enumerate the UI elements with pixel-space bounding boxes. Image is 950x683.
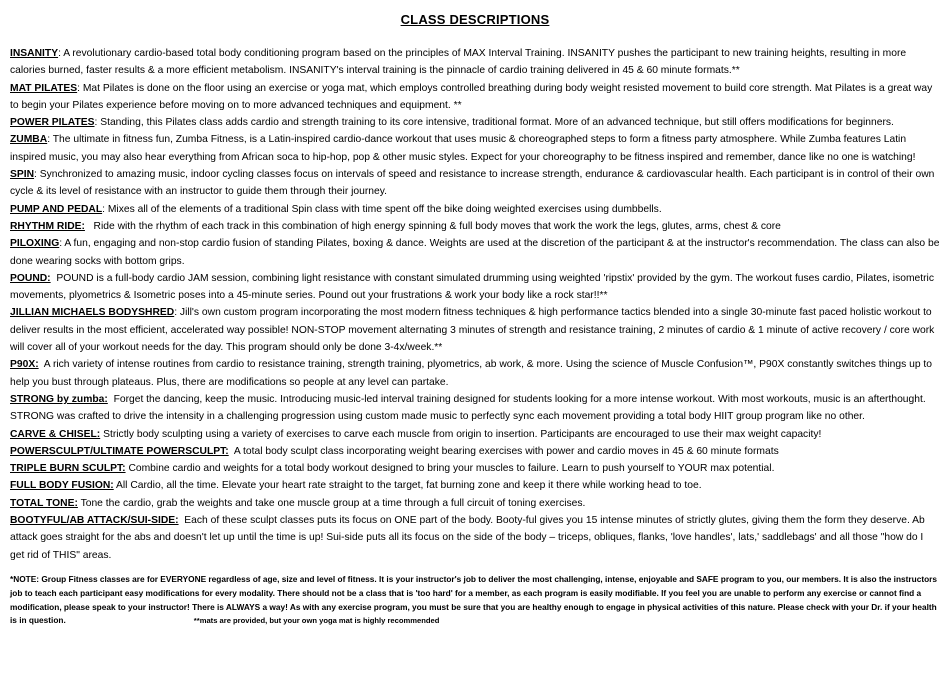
- class-entry: [10, 80, 940, 115]
- class-name: BOOTYFUL/AB ATTACK/SUI-SIDE:: [10, 515, 179, 527]
- class-entry: [10, 391, 940, 426]
- class-name: POUND:: [10, 272, 51, 284]
- class-entry: [10, 218, 940, 235]
- class-entry: [10, 426, 940, 443]
- class-name: RHYTHM RIDE:: [10, 220, 85, 232]
- class-name-separator: :: [94, 117, 101, 129]
- class-name: POWER PILATES: [10, 117, 95, 129]
- class-description: Forget the dancing, keep the music. Introducing music-led interval training designed for students looking for a more intense workout. With most workouts, music is an afterthought. STRONG was crafted to drive the intensity in a challenging progression using custom made music to perfectly sync each movement providing a total body HIIT group program like no other.: [10, 393, 926, 423]
- class-name-separator: :: [47, 134, 53, 146]
- class-name: TOTAL TONE:: [10, 497, 78, 509]
- class-description: A fun, engaging and non-stop cardio fusion of standing Pilates, boxing & dance. Weights are used at the discretion of the participant & at the instructor's recommendation. The class can also be done wearing socks with bottom grips.: [10, 238, 940, 267]
- class-entry: [10, 495, 940, 512]
- class-name: STRONG by zumba:: [10, 393, 108, 405]
- class-entry: [10, 477, 940, 494]
- class-name-separator: :: [102, 203, 108, 215]
- class-entry: [10, 114, 940, 131]
- class-description: The ultimate in fitness fun, Zumba Fitness, is a Latin-inspired cardio-dance workout that uses music & choreographed steps to form a fitness party atmosphere. While Zumba features Latin inspired music, you may also hear everything from African soca to hip-hop, pop & other music styles. Expect for your choreography to be fitness inspired and remember, dance like no one is watching!: [10, 134, 916, 163]
- class-name: MAT PILATES: [10, 82, 78, 94]
- class-description: Each of these sculpt classes puts its focus on ONE part of the body. Booty-ful gives you 15 intense minutes of strictly glutes, giving them the form they deserve. Ab attack goes straight for the abs and doesn't let up until the time is up! Sui-side puts all its focus on the side of the body – triceps, obliques, flanks, 'love handles', lats,' saddlebags' and all those "how do I get rid of THIS" areas.: [10, 515, 925, 561]
- class-name-separator: [85, 221, 94, 232]
- class-name-separator: :: [174, 307, 180, 319]
- class-description: Standing, this Pilates class adds cardio and strength training to its core intensive, traditional format. More of an advanced technique, but still offers modifications for beginners.: [100, 117, 894, 129]
- class-name: PILOXING: [10, 238, 60, 250]
- class-name: POWERSCULPT/ULTIMATE POWERSCULPT:: [10, 445, 229, 457]
- class-description: POUND is a full-body cardio JAM session, combining light resistance with constant simulated drumming using weighted 'ripstix' provided by the gym. The workout fuses cardio, Pilates, isometric movements, plyometrics & Isometric poses into a 45-minute series. Pound out your frustrations & work your body like a rock star!!**: [10, 272, 934, 302]
- class-name-separator: :: [77, 82, 83, 94]
- class-name: JILLIAN MICHAELS BODYSHRED: [10, 307, 175, 319]
- class-entry: [10, 166, 940, 201]
- class-description: Strictly body sculpting using a variety of exercises to carve each muscle from origin to insertion. Participants are encouraged to use their max weight capacity!: [103, 428, 822, 440]
- class-name-separator: :: [59, 238, 65, 250]
- class-name: CARVE & CHISEL:: [10, 428, 101, 440]
- class-name-separator: :: [34, 169, 40, 181]
- class-name: SPIN: [10, 169, 35, 181]
- footer-note: [10, 573, 940, 628]
- class-description: A revolutionary cardio-based total body conditioning program based on the principles of MAX Interval Training. INSANITY pushes the participant to new training heights, resulting in more calories burned, faster results & a more efficient metabolism. INSANITY's interval training is the pinnacle of cardio training delivered in 45 & 60 minute formats.**: [10, 48, 907, 77]
- class-description: A total body sculpt class incorporating weight bearing exercises with power and cardio moves in 45 & 60 minute formats: [233, 445, 779, 457]
- class-description: A rich variety of intense routines from cardio to resistance training, strength training, plyometrics, ab work, & more. Using the science of Muscle Confusion™, P90X constantly switches things up to help you bust through plateaus. Plus, there are modifications so people at any level can partake.: [10, 359, 933, 388]
- class-entry: [10, 131, 940, 166]
- class-entry: [10, 356, 940, 391]
- class-entry: [10, 45, 940, 80]
- page-title: CLASS DESCRIPTIONS: [400, 12, 550, 27]
- class-entry: [10, 304, 940, 356]
- class-name: TRIPLE BURN SCULPT:: [10, 463, 126, 475]
- class-entry: [10, 443, 940, 460]
- class-description: Mixes all of the elements of a traditional Spin class with time spent off the bike doing weighted exercises using dumbbells.: [107, 203, 662, 215]
- class-description: Jill's own custom program incorporating the most modern fitness techniques & high performance tactics blended into a single 30-minute fast paced holistic workout to deliver results in the most efficient, accelerated way possible! NON-STOP movement alternating 3 minutes of strength and resistance training, 2 minutes of cardio & 1 minute of active recovery / core work will cover all of your workout needs for the day. This program should only be done 3-4x/week.**: [10, 307, 935, 354]
- class-name: PUMP AND PEDAL: [10, 203, 103, 215]
- mats-note: **mats are provided, but your own yoga mat is highly recommended: [193, 616, 440, 626]
- class-description: Tone the cardio, grab the weights and take one muscle group at a time through a full circuit of toning exercises.: [80, 497, 586, 509]
- note-text: *NOTE: Group Fitness classes are for EVERYONE regardless of age, size and level of fitness. It is your instructor's job to deliver the most challenging, intense, enjoyable and SAFE program to you, our members. It is also the instructors job to teach each participant easy modifications for every modality. There should not be a class that is 'too hard' for a member, as each program is easily modifiable. If you feel you are unable to perform any exercise or cannot find a modification, please speak to your instructor! There is ALWAYS a way! As with any exercise program, you must be sure that you are healthy enough to engage in physical activities of this nature. Please check with your Dr. if your health is in question.: [10, 573, 937, 626]
- class-entry: [10, 270, 940, 305]
- document-page: [10, 12, 940, 628]
- class-entry: [10, 460, 940, 477]
- class-name: P90X:: [10, 359, 39, 371]
- class-entry: [10, 235, 940, 270]
- class-description: Mat Pilates is done on the floor using an exercise or yoga mat, which employs controlled breathing during body weight resisted movement to build core strength. Mat Pilates is a great way to begin your Pilates experience before moving on to more advanced techniques and equipment. **: [10, 82, 933, 111]
- class-description: Ride with the rhythm of each track in this combination of high energy spinning & full body moves that work the work the legs, glutes, arms, chest & core: [93, 220, 781, 232]
- class-entry: [10, 201, 940, 218]
- class-description: Synchronized to amazing music, indoor cycling classes focus on intervals of speed and resistance to increase strength, endurance & cardiovascular health. Each participant is in control of their own cycle & its level of resistance with an instructor to guide them through their journey.: [10, 169, 935, 198]
- class-entry: [10, 512, 940, 564]
- class-name: FULL BODY FUSION:: [10, 480, 114, 492]
- class-description: Combine cardio and weights for a total body workout designed to bring your muscles to failure. Learn to push yourself to YOUR max potential.: [128, 463, 775, 475]
- class-name-separator: :: [58, 48, 64, 59]
- class-name: INSANITY: [10, 48, 59, 59]
- class-list: [10, 45, 940, 564]
- class-description: All Cardio, all the time. Elevate your heart rate straight to the target, fat burning zone and keep it there while working head to toe.: [116, 480, 702, 492]
- class-name: ZUMBA: [10, 134, 48, 146]
